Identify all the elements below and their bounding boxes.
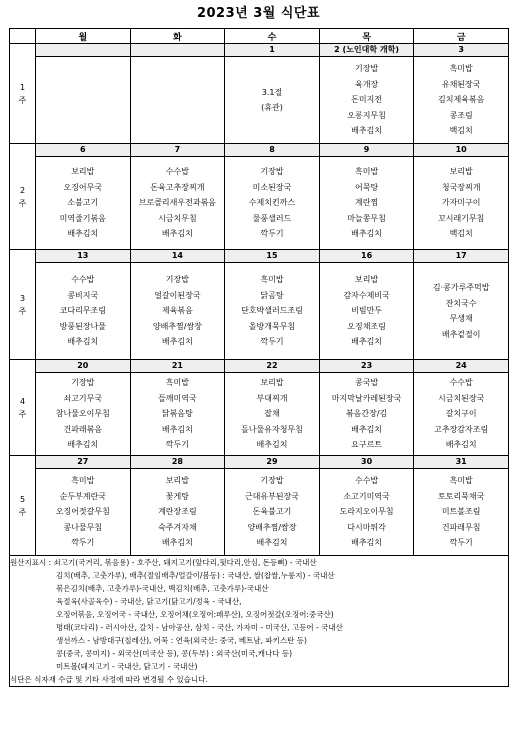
menu-item: 배추김치: [351, 424, 383, 434]
date-cell: 23: [319, 360, 414, 373]
menu-item: 꼬시래기무침: [437, 213, 485, 223]
menu-item: 콩조림: [449, 110, 473, 120]
menu-cell: [36, 263, 131, 360]
note-line: 원산지표시 : 쇠고기(국거리, 볶음용) - 호주산, 돼지고기(앞다리,뒷다리,안심, 돈등뼈) - 국내산: [10, 558, 317, 567]
menu-item: 돌나물유자청무침: [241, 424, 303, 434]
menu-cell: [36, 469, 131, 556]
menu-item: 비빔만두: [351, 306, 383, 316]
menu-item: 기장밥: [260, 167, 284, 177]
week-label-text: 주: [18, 507, 27, 517]
date-cell: 6: [36, 144, 131, 157]
week-label-text: 2: [19, 185, 26, 195]
meal-calendar-table: [9, 28, 509, 687]
menu-row: [10, 263, 509, 360]
menu-item: 보리밥: [71, 167, 95, 177]
menu-item: 시금치무침: [158, 213, 197, 223]
menu-item: 배추김치: [351, 229, 383, 239]
weekday-header-row: [10, 29, 509, 44]
menu-item: 토토리묵채국: [437, 491, 485, 501]
menu-item: 참나물오이무침: [55, 409, 110, 419]
menu-item: 돈미지전: [351, 95, 383, 105]
menu-item: 배추김치: [256, 538, 288, 548]
menu-item: 계란장조림: [158, 507, 197, 517]
week-label: [10, 44, 36, 144]
menu-cell: [36, 373, 131, 456]
week-label-text: 3: [19, 293, 26, 303]
menu-item: 감자수제비국: [343, 290, 390, 300]
date-row: [10, 250, 509, 263]
corner-cell: [10, 29, 36, 44]
menu-cell: [130, 373, 225, 456]
menu-item: 김치제육볶음: [437, 95, 485, 105]
menu-item: 흑미밥: [260, 275, 284, 285]
menu-item: 얼갈이된장국: [154, 290, 201, 300]
menu-item: 다시마튀각: [347, 522, 386, 532]
date-cell: 22: [225, 360, 320, 373]
menu-item: 닭볶음탕: [161, 409, 193, 419]
menu-item: 흑미밥: [449, 64, 473, 74]
menu-item: 올방개묵무침: [248, 321, 296, 331]
menu-cell: [225, 57, 320, 144]
menu-item: 쇠고기무국: [63, 393, 103, 403]
menu-item: 요구르트: [351, 440, 383, 450]
week-label-text: 주: [18, 198, 27, 208]
menu-item: 배추겉절이: [441, 329, 481, 339]
menu-item: 가자미구이: [441, 198, 481, 208]
menu-item: 깍두기: [260, 337, 284, 347]
menu-item: 흑미밥: [449, 476, 473, 486]
menu-row: [10, 469, 509, 556]
menu-item: 근대유부된장국: [244, 491, 300, 501]
menu-item: 콩나물무침: [63, 522, 103, 532]
menu-item: 보리밥: [354, 275, 379, 285]
menu-cell: [319, 57, 414, 144]
notes-row: [10, 556, 509, 687]
menu-item: 보리밥: [260, 378, 284, 388]
menu-item: 고추장감자조림: [434, 424, 489, 434]
menu-item: 배추김치: [161, 337, 193, 347]
menu-row: [10, 373, 509, 456]
menu-item: 깍두기: [449, 538, 473, 548]
weekday-header: 금: [414, 29, 509, 44]
note-line: 식단은 식자재 수급 및 기타 사정에 따라 변경될 수 있습니다.: [10, 675, 208, 684]
menu-item: 부대찌개: [256, 393, 288, 403]
menu-item: 배추김치: [161, 538, 193, 548]
menu-cell: [36, 157, 131, 250]
date-row: [10, 456, 509, 469]
menu-item: 배추김치: [67, 440, 99, 450]
week-label-text: 주: [18, 306, 27, 316]
menu-item: 도라지오이무침: [339, 507, 394, 517]
date-cell: 3: [414, 44, 509, 57]
week-label: [10, 360, 36, 456]
menu-item: 기장밥: [260, 476, 284, 486]
menu-item: 3.1절: [261, 87, 283, 97]
menu-item: 마늘쫑무침: [347, 213, 386, 223]
menu-item: 오롱지무침: [347, 110, 386, 120]
week-label: [10, 250, 36, 360]
menu-item: 김·콩가루주먹밥: [432, 283, 490, 292]
weekday-header: 월: [36, 29, 131, 44]
menu-item: 양배추찜/쌈장: [247, 522, 297, 532]
menu-item: 배추김치: [161, 424, 193, 434]
menu-item: 육개장: [354, 79, 379, 89]
menu-item: 잔치국수: [445, 298, 477, 308]
date-cell: 30: [319, 456, 414, 469]
menu-row: [10, 157, 509, 250]
menu-cell: [319, 157, 414, 250]
menu-item: 기장밥: [71, 378, 95, 388]
note-line: 명태(코다리) - 러시아산, 갈치 - 남아공산, 삼치 - 국산, 가자미 - 미국산, 고등어 - 국내산: [56, 623, 343, 632]
menu-item: 숙주겨자채: [158, 522, 197, 532]
menu-item: 잡채: [264, 409, 280, 419]
menu-item: 갈치구이: [445, 409, 477, 419]
note-line: 콩(중국, 콩미지) - 외국산(미국산 등), 콩(두부) : 외국산(미국,캐나다 등): [56, 649, 292, 658]
menu-cell: [414, 373, 509, 456]
menu-cell: [130, 57, 225, 144]
menu-cell: [414, 57, 509, 144]
menu-item: 흑미밥: [71, 476, 95, 486]
menu-item: 흑미밥: [354, 167, 379, 177]
weekday-header: 화: [130, 29, 225, 44]
menu-item: 방풍된장나물: [59, 321, 106, 331]
menu-item: 배추김치: [256, 440, 288, 450]
date-cell: 10: [414, 144, 509, 157]
menu-item: 백김치: [449, 229, 473, 239]
menu-item: 깍두기: [165, 440, 189, 450]
menu-item: 돈육고추장찌개: [150, 182, 205, 192]
week-label-text: 5: [19, 494, 26, 504]
menu-item: 오징채조림: [347, 321, 386, 331]
date-cell: 14: [130, 250, 225, 263]
menu-item: 미소된장국: [252, 182, 292, 192]
menu-item: 건파래볶음: [63, 424, 103, 434]
menu-cell: [225, 373, 320, 456]
menu-cell: [414, 469, 509, 556]
week-label-text: 주: [18, 95, 27, 105]
note-line: 미트볼(돼지고기 - 국내산, 닭고기 - 국내산): [56, 662, 198, 671]
menu-item: 수수밥: [165, 167, 189, 177]
menu-cell: [130, 157, 225, 250]
menu-item: 기장밥: [354, 64, 379, 74]
date-cell: 9: [319, 144, 414, 157]
week-label: [10, 144, 36, 250]
menu-item: 보리밥: [449, 167, 473, 177]
menu-item: 청국장찌개: [441, 182, 481, 192]
menu-cell: [319, 373, 414, 456]
menu-item: 건파래무침: [441, 522, 481, 532]
note-line: 김치(배추, 고춧가루), 배추(절임배추/얼갈이/봄동) : 국내산, 쌀(찹쌀,누룽지) - 국내산: [56, 571, 335, 580]
page-title: 2023년 3월 식단표: [196, 6, 321, 21]
menu-item: 코다리무조림: [59, 306, 106, 316]
menu-item: 배추김치: [161, 229, 193, 239]
menu-item: 마지막날카레된장국: [331, 393, 402, 403]
note-line: 육절육(사골육수) - 국내산, 닭고기(닭고기/정육 - 국내산,: [56, 597, 242, 606]
menu-item: 소고기미역국: [343, 491, 390, 501]
menu-item: 수수밥: [354, 476, 379, 486]
menu-item: 배추김치: [351, 126, 383, 136]
note-line: 생선까스 - 남방대구(칠레산), 어묵 : 연육(외국산: 중국, 베트남, 파키스탄 등): [56, 636, 307, 645]
menu-item: 배추김치: [67, 337, 99, 347]
date-cell: 24: [414, 360, 509, 373]
menu-cell: [319, 469, 414, 556]
date-cell: 8: [225, 144, 320, 157]
weekday-header: 목: [319, 29, 414, 44]
menu-item: 미트볼조림: [441, 507, 481, 517]
menu-item: 깍두기: [71, 538, 95, 548]
date-cell: 21: [130, 360, 225, 373]
menu-item: 배추김치: [351, 337, 383, 347]
menu-item: 오징어젓갈무침: [55, 507, 110, 517]
menu-item: 콩비지국: [67, 290, 99, 300]
menu-cell: [225, 263, 320, 360]
date-cell: [130, 44, 225, 57]
menu-item: 콩국밥: [354, 378, 379, 388]
menu-item: 물풍샐러드: [252, 213, 292, 223]
menu-item: 순두부계란국: [59, 491, 106, 501]
date-cell: 2 (노인대학 개학): [319, 44, 414, 57]
date-cell: 16: [319, 250, 414, 263]
menu-item: 흑미밥: [165, 378, 189, 388]
date-row: [10, 144, 509, 157]
week-label-text: 1: [19, 82, 26, 92]
note-line: 볶은김치(배추, 고춧가루)-국내산, 백김치(배추, 고춧가루)-국내산: [56, 584, 269, 593]
date-cell: 13: [36, 250, 131, 263]
date-cell: 28: [130, 456, 225, 469]
menu-row: [10, 57, 509, 144]
date-cell: 1: [225, 44, 320, 57]
menu-item: 보리밥: [165, 476, 189, 486]
date-cell: 29: [225, 456, 320, 469]
menu-cell: [319, 263, 414, 360]
menu-item: 양배추찜/쌈장: [152, 321, 202, 331]
menu-item: 들깨미역국: [158, 393, 197, 403]
menu-item: 단호박샐러드조림: [241, 306, 303, 316]
menu-item: 닭곰탕: [260, 290, 284, 300]
menu-item: (휴관): [261, 103, 283, 112]
menu-item: 꽃게탕: [165, 491, 189, 501]
weekday-header: 수: [225, 29, 320, 44]
menu-item: 배추김치: [445, 440, 477, 450]
menu-item: 어묵탕: [354, 182, 379, 192]
week-label-text: 주: [18, 409, 27, 419]
menu-item: 미역줄기볶음: [59, 213, 106, 223]
menu-item: 소불고기: [67, 198, 99, 208]
menu-cell: [225, 469, 320, 556]
week-label-text: 4: [19, 396, 26, 406]
note-line: 오징어볶음, 오징어국 - 국내산, 오징어채(오징어:페루산), 오징어젓갈(오징어:중국산): [56, 610, 334, 619]
menu-item: 계란찜: [354, 198, 379, 208]
menu-cell: [130, 469, 225, 556]
menu-item: 브로콜리새우전과볶음: [138, 198, 217, 208]
menu-item: 시금치된장국: [437, 393, 485, 403]
menu-item: 기장밥: [165, 275, 189, 285]
week-label: [10, 456, 36, 556]
date-row: [10, 360, 509, 373]
menu-item: 수제치킨까스: [248, 198, 296, 208]
menu-cell: [225, 157, 320, 250]
menu-item: 오징어무국: [63, 182, 103, 192]
date-cell: [36, 44, 131, 57]
date-cell: 31: [414, 456, 509, 469]
menu-item: 백김치: [449, 126, 473, 136]
menu-cell: [414, 157, 509, 250]
menu-cell: [36, 57, 131, 144]
menu-cell: [130, 263, 225, 360]
date-cell: 27: [36, 456, 131, 469]
menu-item: 배추김치: [351, 538, 383, 548]
menu-item: 수수밥: [449, 378, 473, 388]
date-cell: 7: [130, 144, 225, 157]
menu-item: 제육볶음: [161, 306, 193, 316]
menu-item: 수수밥: [71, 275, 95, 285]
menu-item: 돈육불고기: [252, 507, 292, 517]
menu-item: 배추김치: [67, 229, 99, 239]
date-cell: 15: [225, 250, 320, 263]
menu-item: 볶음간장/김: [345, 409, 388, 419]
date-row: [10, 44, 509, 57]
menu-item: 무생채: [449, 314, 473, 323]
date-cell: 20: [36, 360, 131, 373]
origin-notes: [10, 556, 509, 687]
menu-item: 유채된장국: [441, 79, 481, 89]
menu-cell: [414, 263, 509, 360]
date-cell: 17: [414, 250, 509, 263]
menu-item: 깍두기: [260, 229, 284, 239]
